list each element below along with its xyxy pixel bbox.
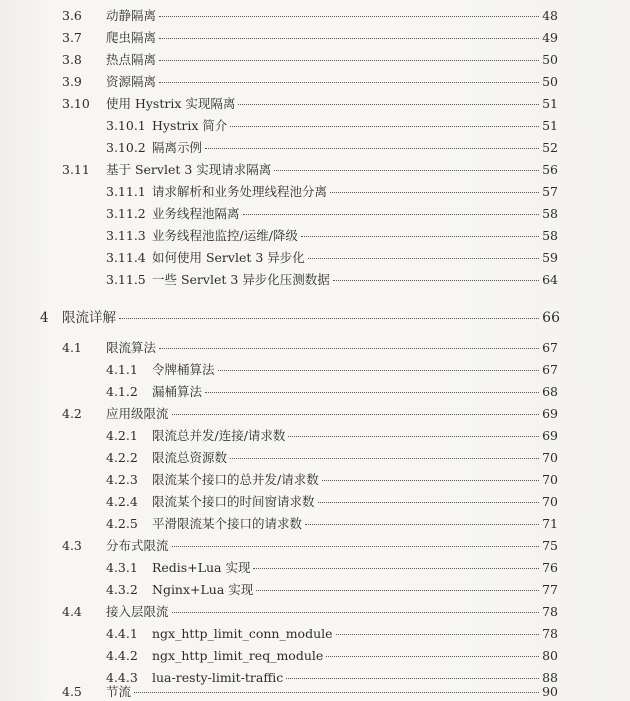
toc-number: 4.2 — [62, 406, 82, 421]
toc-leader — [286, 678, 539, 679]
toc-page: 70 — [542, 450, 558, 465]
toc-page: 76 — [542, 560, 558, 575]
toc-page: 52 — [542, 140, 558, 155]
toc-number: 3.7 — [62, 30, 82, 45]
toc-chapter-entry — [40, 310, 560, 326]
toc-entry — [106, 228, 558, 244]
toc-leader — [326, 656, 539, 657]
toc-title: 令牌桶算法 — [152, 362, 215, 377]
toc-page: 90 — [542, 684, 558, 699]
toc-number: 4.3 — [62, 538, 82, 553]
toc-number: 4.1 — [62, 340, 82, 355]
toc-entry — [106, 362, 558, 378]
toc-entry — [62, 538, 558, 554]
toc-page: 69 — [542, 428, 558, 443]
toc-page: 75 — [542, 538, 558, 553]
toc-page: 56 — [542, 162, 558, 177]
toc-number: 3.9 — [62, 74, 82, 89]
toc-title: 限流总资源数 — [152, 450, 228, 465]
toc-title: 动静隔离 — [106, 8, 157, 23]
toc-page: 50 — [542, 74, 558, 89]
toc-page: 59 — [542, 250, 558, 265]
toc-leader — [318, 502, 540, 503]
toc-page: 67 — [542, 362, 558, 377]
toc-entry — [106, 272, 558, 288]
toc-leader — [172, 546, 540, 547]
toc-title: 漏桶算法 — [152, 384, 203, 399]
toc-number: 3.11.3 — [106, 228, 146, 243]
toc-entry — [62, 52, 558, 68]
toc-number: 3.11.1 — [106, 184, 146, 199]
toc-entry — [62, 340, 558, 356]
toc-leader — [134, 692, 539, 693]
toc-leader — [159, 38, 539, 39]
toc-entry — [106, 140, 558, 156]
toc-leader — [205, 392, 539, 393]
toc-number: 3.11.2 — [106, 206, 146, 221]
toc-number: 3.11.4 — [106, 250, 146, 265]
toc-title: 爬虫隔离 — [106, 30, 157, 45]
toc-entry — [106, 626, 558, 642]
toc-entry — [106, 450, 558, 466]
toc-page: 78 — [542, 626, 558, 641]
toc-entry — [62, 30, 558, 46]
toc-title: 限流算法 — [106, 340, 157, 355]
toc-leader — [330, 192, 539, 193]
toc-entry — [106, 384, 558, 400]
toc-number: 3.8 — [62, 52, 82, 67]
toc-number: 4.5 — [62, 684, 82, 699]
toc-entry — [106, 560, 558, 576]
toc-leader — [243, 214, 540, 215]
toc-number: 3.11.5 — [106, 272, 146, 287]
toc-leader — [159, 348, 539, 349]
toc-page: 51 — [542, 118, 558, 133]
toc-leader — [288, 436, 539, 437]
toc-number: 4.2.2 — [106, 450, 138, 465]
toc-leader — [308, 258, 539, 259]
toc-entry — [62, 604, 558, 620]
toc-title: 使用 Hystrix 实现隔离 — [106, 96, 236, 111]
toc-entry — [106, 582, 558, 598]
toc-title: Redis+Lua 实现 — [152, 560, 251, 575]
toc-leader — [253, 568, 539, 569]
toc-title: 限流某个接口的时间窗请求数 — [152, 494, 315, 509]
toc-title: ngx_http_limit_conn_module — [152, 626, 333, 641]
toc-entry — [62, 406, 558, 422]
toc-page: 49 — [542, 30, 558, 45]
toc-title: 节流 — [106, 684, 132, 699]
toc-title: ngx_http_limit_req_module — [152, 648, 324, 663]
toc-number: 3.10 — [62, 96, 90, 111]
toc-page: 50 — [542, 52, 558, 67]
toc-entry — [106, 206, 558, 222]
toc-number: 4.1.1 — [106, 362, 138, 377]
toc-title: 隔离示例 — [152, 140, 203, 155]
toc-leader — [322, 480, 539, 481]
toc-leader — [336, 634, 540, 635]
toc-title: 热点隔离 — [106, 52, 157, 67]
toc-leader — [230, 458, 539, 459]
toc-page: 78 — [542, 604, 558, 619]
toc-title: 限流某个接口的总并发/请求数 — [152, 472, 319, 487]
toc-number: 3.10.2 — [106, 140, 146, 155]
toc-page: 58 — [542, 228, 558, 243]
toc-number: 4.2.1 — [106, 428, 138, 443]
toc-title: 限流详解 — [62, 310, 116, 326]
toc-leader — [305, 524, 539, 525]
toc-leader — [256, 590, 539, 591]
toc-leader — [159, 16, 539, 17]
toc-page: 69 — [542, 406, 558, 421]
toc-leader — [205, 148, 539, 149]
toc-title: Nginx+Lua 实现 — [152, 582, 254, 597]
toc-title: lua-resty-limit-traffic — [152, 670, 284, 685]
toc-entry — [106, 516, 558, 532]
toc-number: 4.1.2 — [106, 384, 138, 399]
toc-number: 4.4 — [62, 604, 82, 619]
toc-page: 70 — [542, 472, 558, 487]
toc-title: 接入层限流 — [106, 604, 169, 619]
toc-leader — [274, 170, 539, 171]
toc-title: 如何使用 Servlet 3 异步化 — [152, 250, 305, 265]
toc-title: 资源隔离 — [106, 74, 157, 89]
toc-entry — [106, 494, 558, 510]
toc-page: 68 — [542, 384, 558, 399]
toc-leader — [172, 612, 540, 613]
toc-title: 分布式限流 — [106, 538, 169, 553]
toc-leader — [159, 82, 539, 83]
toc-number: 3.11 — [62, 162, 90, 177]
toc-page: 64 — [542, 272, 558, 287]
toc-number: 3.6 — [62, 8, 82, 23]
toc-entry — [62, 74, 558, 90]
toc-title: 业务线程池监控/运维/降级 — [152, 228, 298, 243]
toc-leader — [119, 318, 539, 319]
toc-leader — [230, 126, 539, 127]
toc-entry — [106, 648, 558, 664]
toc-leader — [333, 280, 539, 281]
toc-entry — [106, 250, 558, 266]
toc-page: 70 — [542, 494, 558, 509]
toc-title: 一些 Servlet 3 异步化压测数据 — [152, 272, 330, 287]
toc-entry — [62, 162, 558, 178]
toc-page: 77 — [542, 582, 558, 597]
toc-title: Hystrix 简介 — [152, 118, 228, 133]
toc-title: 限流总并发/连接/请求数 — [152, 428, 286, 443]
toc-page: 67 — [542, 340, 558, 355]
toc-title: 基于 Servlet 3 实现请求隔离 — [106, 162, 272, 177]
toc-entry — [106, 118, 558, 134]
toc-number: 4.2.4 — [106, 494, 138, 509]
toc-entry — [62, 684, 558, 700]
toc-page: 48 — [542, 8, 558, 23]
toc-title: 应用级限流 — [106, 406, 169, 421]
toc-title: 请求解析和业务处理线程池分离 — [152, 184, 328, 199]
toc-page: 51 — [542, 96, 558, 111]
toc-number: 4.4.3 — [106, 670, 138, 685]
toc-number: 4.2.3 — [106, 472, 138, 487]
toc-entry — [106, 428, 558, 444]
toc-number: 4.2.5 — [106, 516, 138, 531]
toc-entry — [62, 8, 558, 24]
toc-page: 57 — [542, 184, 558, 199]
toc-page: 66 — [542, 310, 560, 326]
toc-leader — [218, 370, 540, 371]
toc-number: 4.4.1 — [106, 626, 138, 641]
toc-number: 4.3.1 — [106, 560, 138, 575]
toc-leader — [238, 104, 539, 105]
toc-page: 58 — [542, 206, 558, 221]
toc-number: 4.4.2 — [106, 648, 138, 663]
toc-page: 88 — [542, 670, 558, 685]
toc-page: 80 — [542, 648, 558, 663]
toc-entry — [106, 472, 558, 488]
toc-number: 4.3.2 — [106, 582, 138, 597]
toc-page: 71 — [542, 516, 558, 531]
toc-title: 业务线程池隔离 — [152, 206, 240, 221]
toc-number: 3.10.1 — [106, 118, 146, 133]
toc-title: 平滑限流某个接口的请求数 — [152, 516, 303, 531]
toc-leader — [159, 60, 539, 61]
toc-number: 4 — [40, 310, 49, 326]
toc-leader — [172, 414, 540, 415]
toc-entry — [106, 184, 558, 200]
toc-leader — [301, 236, 539, 237]
toc-entry — [62, 96, 558, 112]
